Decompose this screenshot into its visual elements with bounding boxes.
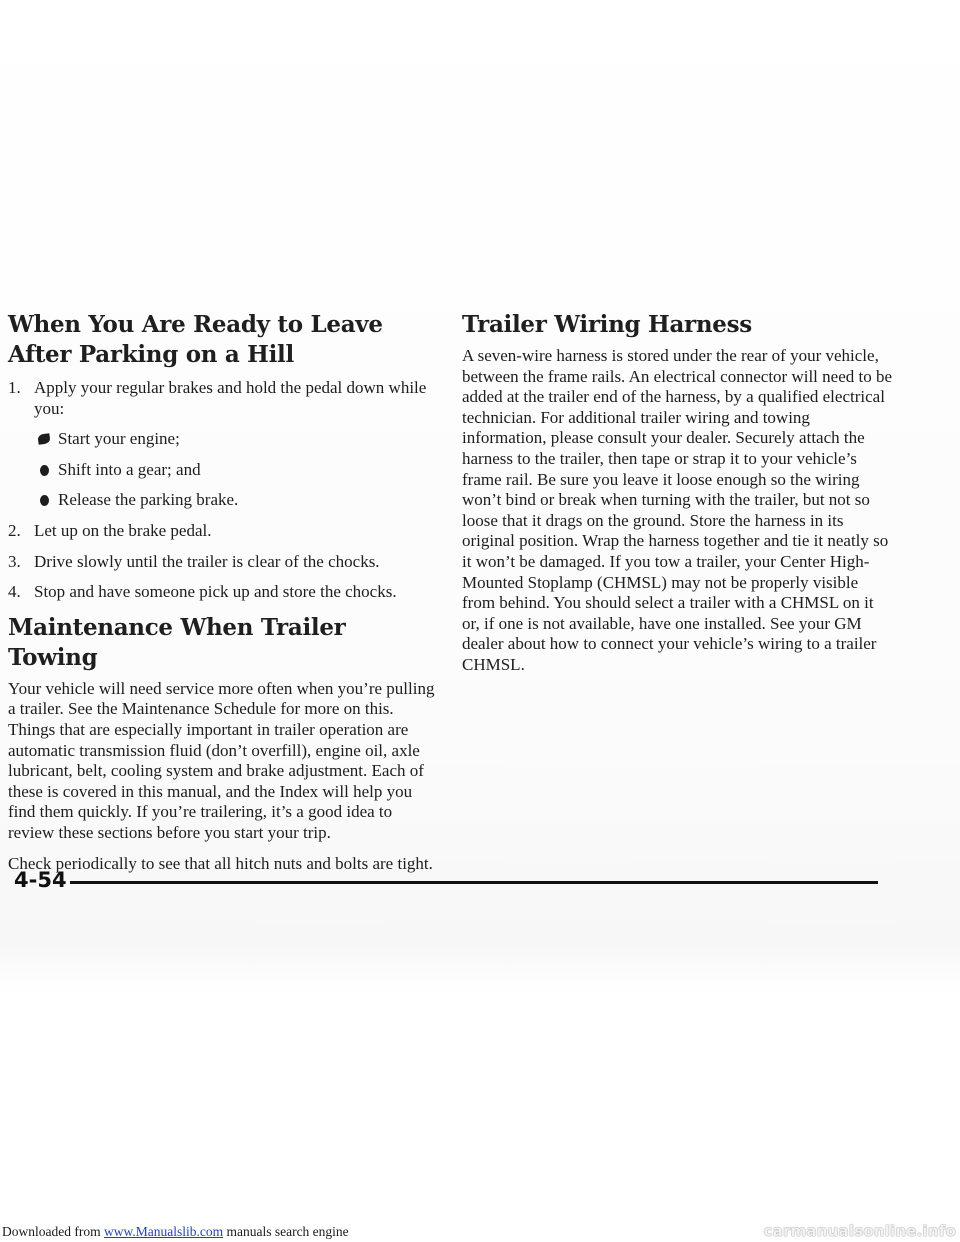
heading-maintenance-trailer-towing: Maintenance When Trailer Towing bbox=[8, 613, 346, 671]
bullet-icon bbox=[40, 465, 49, 476]
step-number: 2. bbox=[8, 520, 21, 540]
right-column bbox=[462, 310, 892, 676]
list-item bbox=[8, 521, 438, 542]
list-item bbox=[8, 490, 438, 511]
list-item bbox=[8, 582, 438, 603]
download-prefix: Downloaded from bbox=[2, 1224, 104, 1239]
wiring-harness-paragraph: A seven-wire harness is stored under the rear of your vehicle, between the frame rails. An electrical connector will need to be added at the trailer end of the harness, by a qualified electrical technician. For additional trailer wiring and towing information, please consult your dealer. Securely attach the harness to the trailer, then tape or strap it to your vehicle’s frame rail. Be sure you leave it loose enough so the wiring won’t bind or break when turning with the trailer, but not so loose that it drags on the ground. Store the harness in its original position. Wrap the harness together and tie it neatly so it won’t be damaged. If you tow a trailer, your Center High-Mounted Stoplamp (CHMSL) may not be properly visible from behind. You should select a trailer with a CHMSL on it or, if one is not available, have one installed. See your GM dealer about how to connect your vehicle’s wiring to a trailer CHMSL. bbox=[462, 346, 893, 674]
heading-trailer-wiring-harness: Trailer Wiring Harness bbox=[462, 311, 752, 338]
step-number: 4. bbox=[8, 582, 21, 602]
step-text: Apply your regular brakes and hold the pedal down while you: bbox=[34, 378, 427, 418]
bullet-icon bbox=[40, 495, 49, 506]
step-text: Drive slowly until the trailer is clear of the chocks. bbox=[34, 551, 380, 571]
step-text: Stop and have someone pick up and store the chocks. bbox=[34, 582, 397, 602]
list-item bbox=[8, 460, 438, 481]
download-footer bbox=[2, 1224, 349, 1240]
step-number: 1. bbox=[8, 378, 21, 397]
steps-list bbox=[8, 378, 438, 603]
bullet-text: Start your engine; bbox=[58, 429, 180, 449]
list-item bbox=[8, 552, 438, 573]
bullet-icon bbox=[37, 433, 50, 445]
watermark-text: carmanualsonline.info bbox=[763, 1222, 956, 1240]
list-item bbox=[8, 429, 438, 450]
download-suffix: manuals search engine bbox=[223, 1224, 349, 1239]
left-column bbox=[8, 310, 438, 874]
manualslib-link[interactable]: www.Manualslib.com bbox=[103, 1224, 224, 1239]
list-item bbox=[8, 378, 438, 419]
bullet-text: Shift into a gear; and bbox=[58, 459, 201, 479]
heading-leave-after-parking: When You Are Ready to Leave After Parking on a Hill bbox=[8, 311, 383, 368]
maintenance-paragraph: Your vehicle will need service more often when you’re pulling a trailer. See the Maintenance Schedule for more on this. Things that are especially important in trailer operation are automatic transmission fluid (don’t overfill), engine oil, axle lubricant, belt, cooling system and brake adjustment. Each of these is covered in this manual, and the Index will help you find them quickly. If you’re trailering, it’s a good idea to review these sections before you start your trip. bbox=[8, 678, 435, 842]
bullet-text: Release the parking brake. bbox=[58, 490, 239, 510]
step-number: 3. bbox=[8, 551, 21, 571]
footer-rule bbox=[70, 881, 878, 884]
page-number: 4-54 bbox=[14, 868, 67, 892]
hitch-check-paragraph: Check periodically to see that all hitch nuts and bolts are tight. bbox=[8, 853, 433, 873]
bullet-list bbox=[8, 429, 438, 511]
step-text: Let up on the brake pedal. bbox=[34, 520, 212, 540]
